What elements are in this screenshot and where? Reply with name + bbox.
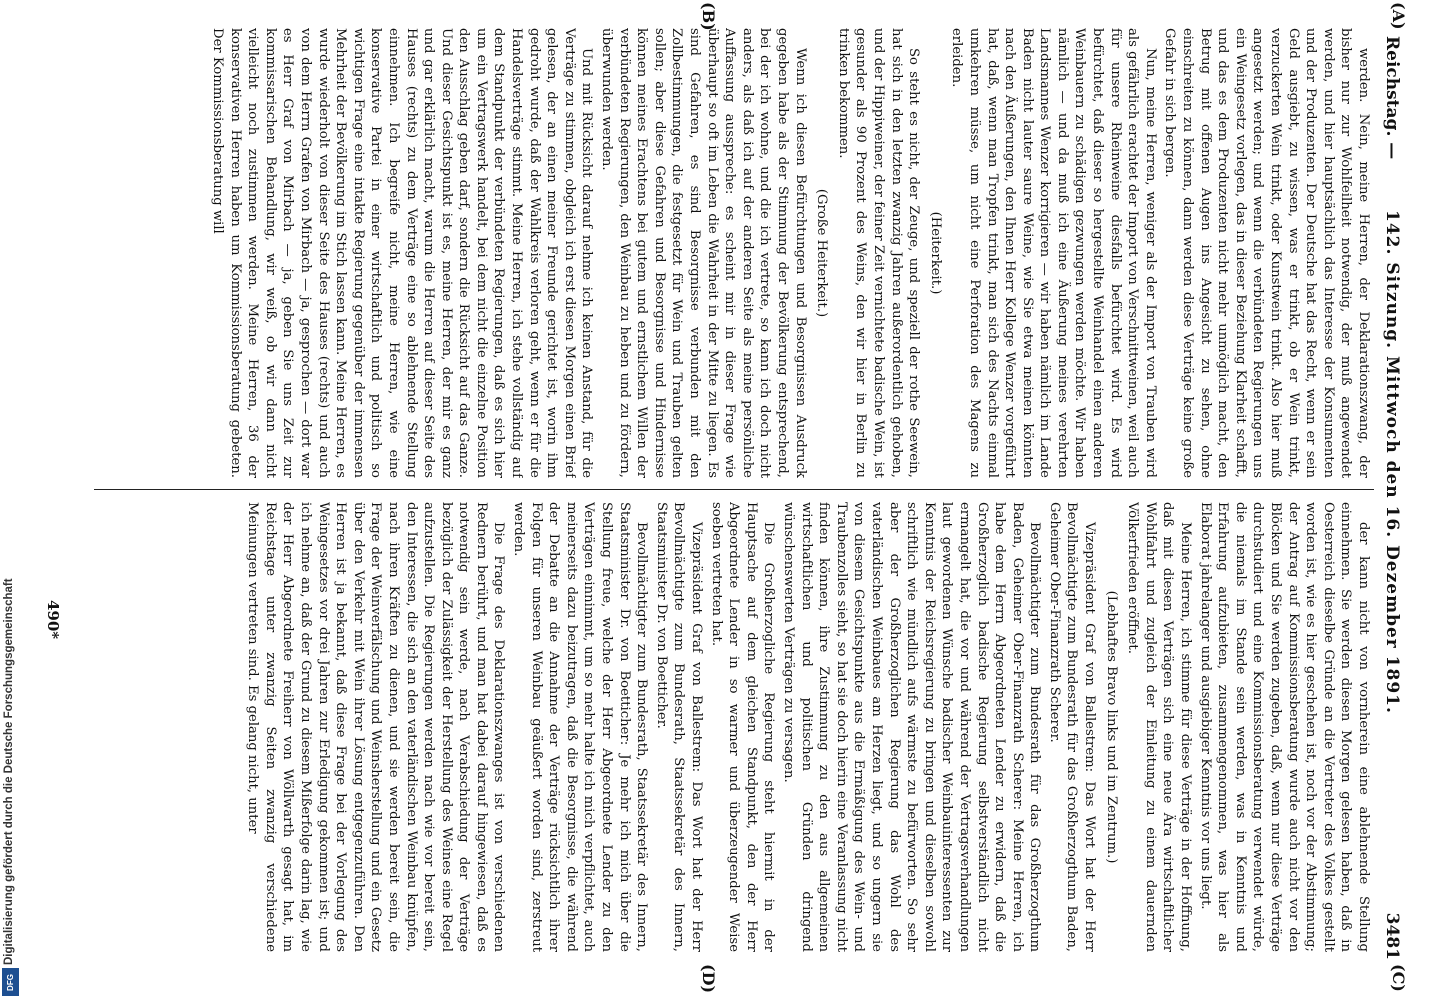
dfg-logo-text: DFG bbox=[5, 973, 15, 991]
paragraph: Die Frage des Deklarationszwanges ist von verschiedenen Rednern berührt, und man hat dabei darauf hingewiesen, daß es notwendig sein werde, nach Verabschiedung der Verträge bezüglich der Zulässigkeit der Herstellung des Weines eine Regel aufzustellen. Die Regierungen werden nach wie vor bereit sein, den Interessen, die sich an den vaterländischen Weinbau knüpfen, nach ihren Kräften zu dienen, und sie werden bereit sein, die Frage der Weinverfälschung und Weinsherstellung und ein Gesetz über den Verkehr mit Wein ihrer Lösung entgegenzuführen. Den Herren ist ja bekannt, daß diese Frage bei der Vorlegung des Weingesetzes vor drei Jahren zur Erledigung gekommen ist; und ich nehme an, daß der Grund zu diesem Mißerfolge darin lag, wie der Herr Abgeordnete Freiherr von Wöllwarth gesagt hat, im Reichstage unter zwanzig Seiten zwanzig verschiedene Meinungen vertreten sind. Es gelang nicht, unter bbox=[245, 502, 507, 952]
dfg-logo-icon bbox=[2, 968, 19, 996]
margin-marker-a: (A) bbox=[1389, 2, 1408, 30]
page-number: 3481 bbox=[1382, 912, 1402, 960]
paragraph: Die Großherzogliche Regierung steht hiermit in der Hauptsache auf dem gleichen Standpunkt, den der Herr Abgeordnete Lender in so warmer und überzeugender Weise soeben vertreten hat. bbox=[708, 502, 777, 952]
paragraph: Wenn ich diesen Befürchtungen und Besorgnissen Ausdruck gegeben habe als der Stimmung der Bevölkerung entsprechend, bei der ich wohne, und die ich vertrete, so kann ich doch nicht anders, als daß ich auf der anderen Seite als meine persönliche Auffassung ausspreche: es scheint mir in dieser Frage wie überhaupt so oft im Leben die Wahrheit in der Mitte zu liegen. Es sind Gefahren, es sind Besorgnisse verbunden mit den Zollbestimmungen, die festgesetzt für Wein und Trauben gelten sollen; aber diese Gefahren und Besorgnisse und Hindernisse können meines Erachtens bei gutem und ernstlichem Willen der verbündeten Regierungen, den Weinbau zu heben und zu fördern, überwunden werden. bbox=[599, 28, 808, 478]
margin-marker-b: (B) bbox=[699, 2, 718, 31]
paragraph: Meine Herren, ich stimme für diese Verträge in der Hoffnung, daß mit diesen Verträgen sich eine neue Ära wirtschaftlicher Wohlfahrt und zugleich der Einleitung zu einem dauernden Völkerfrieden eröffnet. bbox=[1125, 502, 1194, 952]
rotated-page bbox=[23, 0, 1408, 1000]
paragraph: Nun, meine Herren, weniger als der Import von Trauben wird als gefährlich erachtet der Import von Verschnittweinen, weil auch für unsere Rheinweine diesfalls befürchtet wird. Es wird befürchtet, daß dieser so hergestellte Weinhandel einen anderen Weinbauern zu schädigen gezwungen werden möchte. Wir haben nämlich — und da muß ich eine Äußerung meines verehrten Landsmannes Wenzer korrigieren — wir haben nämlich im Lande Baden nicht lauter saure Weine, wie Sie etwa meinen könnten nach den Äußerungen, den Ihnen Herr Kollege Wenzer vorgeführt hat, daß, wenn man Tropfen trinkt, man sich des Nachts einmal umkehren müsse, um nicht eine Perforation des Magens zu erleiden. bbox=[949, 28, 1158, 478]
paragraph: der kann nicht von vornherein eine ablehnende Stellung einnehmen. Sie werden diesen Morgen gelesen haben, daß in Oesterreich dieselbe Gründe an die Vertreter des Volkes gestellt worden ist, wie es hier geschehen ist, noch vor der Abstimmung; der Antrag auf Kommissionsberatung wurde auch nicht vor den Blöcken und Sie werden zugeben, daß, wenn nur diese Verträge durchstudiert und eine Kommissionsberatung verwendet würde, die niemals im Stande sein werden, was in Kenntnis und Erfahrung aufzubieten, zusammengenommen, was hier als Elaborat jahrelanger und ausgiebiger Kenntnis vor uns liegt. bbox=[1197, 502, 1371, 952]
signature-mark: 490* bbox=[44, 600, 62, 640]
text-column-right bbox=[72, 502, 1372, 952]
paragraph: Vizepräsident Graf von Ballestrem: Das Wort hat der Herr Bevollmächtigte zum Bundesrath für das Großherzogthum Baden, Geheimer Ober-Finanzrath Scherer. bbox=[1046, 502, 1098, 952]
paragraph: Bevollmächtigter zum Bundesrath, Staatssekretär des Innern, Staatsminister Dr. von Boetticher: Je mehr ich mich über die Stellung freue, welche der Herr Abgeordnete Lender zu den Verträgen einnimmt, um so mehr halte ich mich verpflichtet, auch meinerseits dazu beizutragen, daß die Besorgnisse, die während der Debatte an die Annahme der Verträge rücksichtlich ihrer Folgen für unseren Weinbau geäußert worden sind, zerstreut werden. bbox=[511, 502, 650, 952]
margin-marker-c: (C) bbox=[1389, 964, 1408, 992]
paragraph: Vizepräsident Graf von Ballestrem: Das Wort hat der Herr Bevollmächtigte zum Bundesrath, Staatssekretär des Innern, Staatsminister Dr. von Boetticher. bbox=[653, 502, 705, 952]
digitization-credit: Digitalisierung gefördert durch die Deutsche Forschungsgemeinschaft bbox=[3, 578, 15, 965]
margin-marker-d: (D) bbox=[699, 964, 718, 994]
digitization-sidebar bbox=[0, 0, 22, 1000]
page-header bbox=[1374, 0, 1404, 1000]
paragraph: werden. Nein, meine Herren, der Deklarationszwang, der bisher nur zur Wohlfeilheit notwendig, der muß angewendet werden, und hier hauptsächlich das Interesse der Konsumenten und der Produzenten. Der Deutsche hat das Recht, wenn er sein Geld ausgiebt, zu wissen, was er trinkt, ob er Wein trinkt, verzuckerten Wein trinkt, oder Kunstwein trinkt. Also hier muß angesetzt werden; und wenn die verbündeten Regierungen uns ein Weingesetz vorlegen, das in dieser Beziehung Klarheit schafft, und das es dem Produzenten nicht mehr unmöglich macht, den Betrug mit offenen Augen ins Angesicht zu sehen, ohne einschreiten zu können, dann werden diese Verträge keine große Gefahr in sich bergen. bbox=[1162, 28, 1371, 478]
interjection: (Heiterkeit.) bbox=[927, 211, 943, 295]
paragraph: Bevollmächtigter zum Bundesrath für das Großherzogthum Baden, Geheimer Ober-Finanzrath Scherer: Meine Herren, ich habe dem Herrn Abgeordneten Lender zu erwidern, daß die Großherzoglich badische Regierung selbstverständlich nicht ermangelt hat, die vor und während der Vertragsverhandlungen laut gewordenen Wünsche badischer Weinbauinteressenten zur Kenntnis der Reichsregierung zu bringen und dieselben sowohl schriftlich wie mündlich aufs wärmste zu befürworten. So sehr aber der Großherzoglichen Regierung das Wohl des vaterländischen Weinbaues am Herzen liegt, und so ungern sie von diesem Gesichtspunkte aus die Ermäßigung des Wein- und Traubenzolles sieht, so hat sie doch hierin eine Veranlassung nicht finden können, ihre Zustimmung zu den aus allgemeinen wirtschaftlichen und politischen Gründen dringend wünschenswerten Verträgen zu versagen. bbox=[781, 502, 1043, 952]
interjection: (Große Heiterkeit.) bbox=[814, 188, 830, 318]
header-center: 142. Sitzung. Mittwoch den 16. Dezember 1891. bbox=[1382, 210, 1402, 714]
column-divider bbox=[94, 489, 1374, 490]
interjection: (Lebhaftes Bravo links und im Zentrum.) bbox=[1103, 590, 1119, 864]
paragraph: Und mit Rücksicht darauf nehme ich keinen Anstand, für die Verträge zu stimmen, obgleich ich erst diesen Morgen einen Brief gelesen, der an einen meiner Freunde gerichtet ist, worin ihm gedroht wurde, daß der Wahlkreis verloren geht, wenn er für die Handelsverträge stimmt. Meine Herren, ich stehe vollständig auf dem Standpunkt der verbündeten Regierungen, daß es sich hier um ein Vertragswerk handelt, bei dem nicht die einzelne Position den Ausschlag geben darf, sondern die Rücksicht auf das Ganze. Und dieser Gesichtspunkt ist es, meine Herren, der mir es ganz und gar erklärlich macht, warum die Herren auf dieser Seite des Hauses (rechts) zu dem Verträge eine so ablehnende Stellung einnehmen. Ich begreife nicht, meine Herren, wie eine konservative Partei in einer wirtschaftlich und politisch so wichtigen Frage eine intakte Regierung gegenüber der immensen Mehrheit der Bevölkerung im Stich lassen kann. Meine Herren, es wurde wiederholt von dieser Seite des Hauses (rechts) und auch von dem Herrn Grafen von Mirbach — ja, gesprochen — dort war es Herr Graf von Mirbach — ja, geben Sie uns Zeit zur kommissarischen Behandlung, wir weiß, ob wir dann nicht vielleicht noch zustimmen werden. Meine Herren, 36 der konservativen Herren haben um Kommissionsberatung gebeten. Der Kommissionsberatung will bbox=[210, 28, 595, 478]
header-left: Reichstag. — bbox=[1382, 36, 1402, 160]
paragraph: So steht es nicht, der Zeuge, und speziell der rothe Seewein, hat sich in den letzten zwanzig Jahren außerordentlich gehoben, und der Hippiweiner, der feiner Zeit vernichtete badische Wein, ist gesunder als 90 Prozent des Weins, den wir hier in Berlin zu trinken bekommen. bbox=[835, 28, 922, 478]
text-column-left bbox=[72, 28, 1372, 478]
